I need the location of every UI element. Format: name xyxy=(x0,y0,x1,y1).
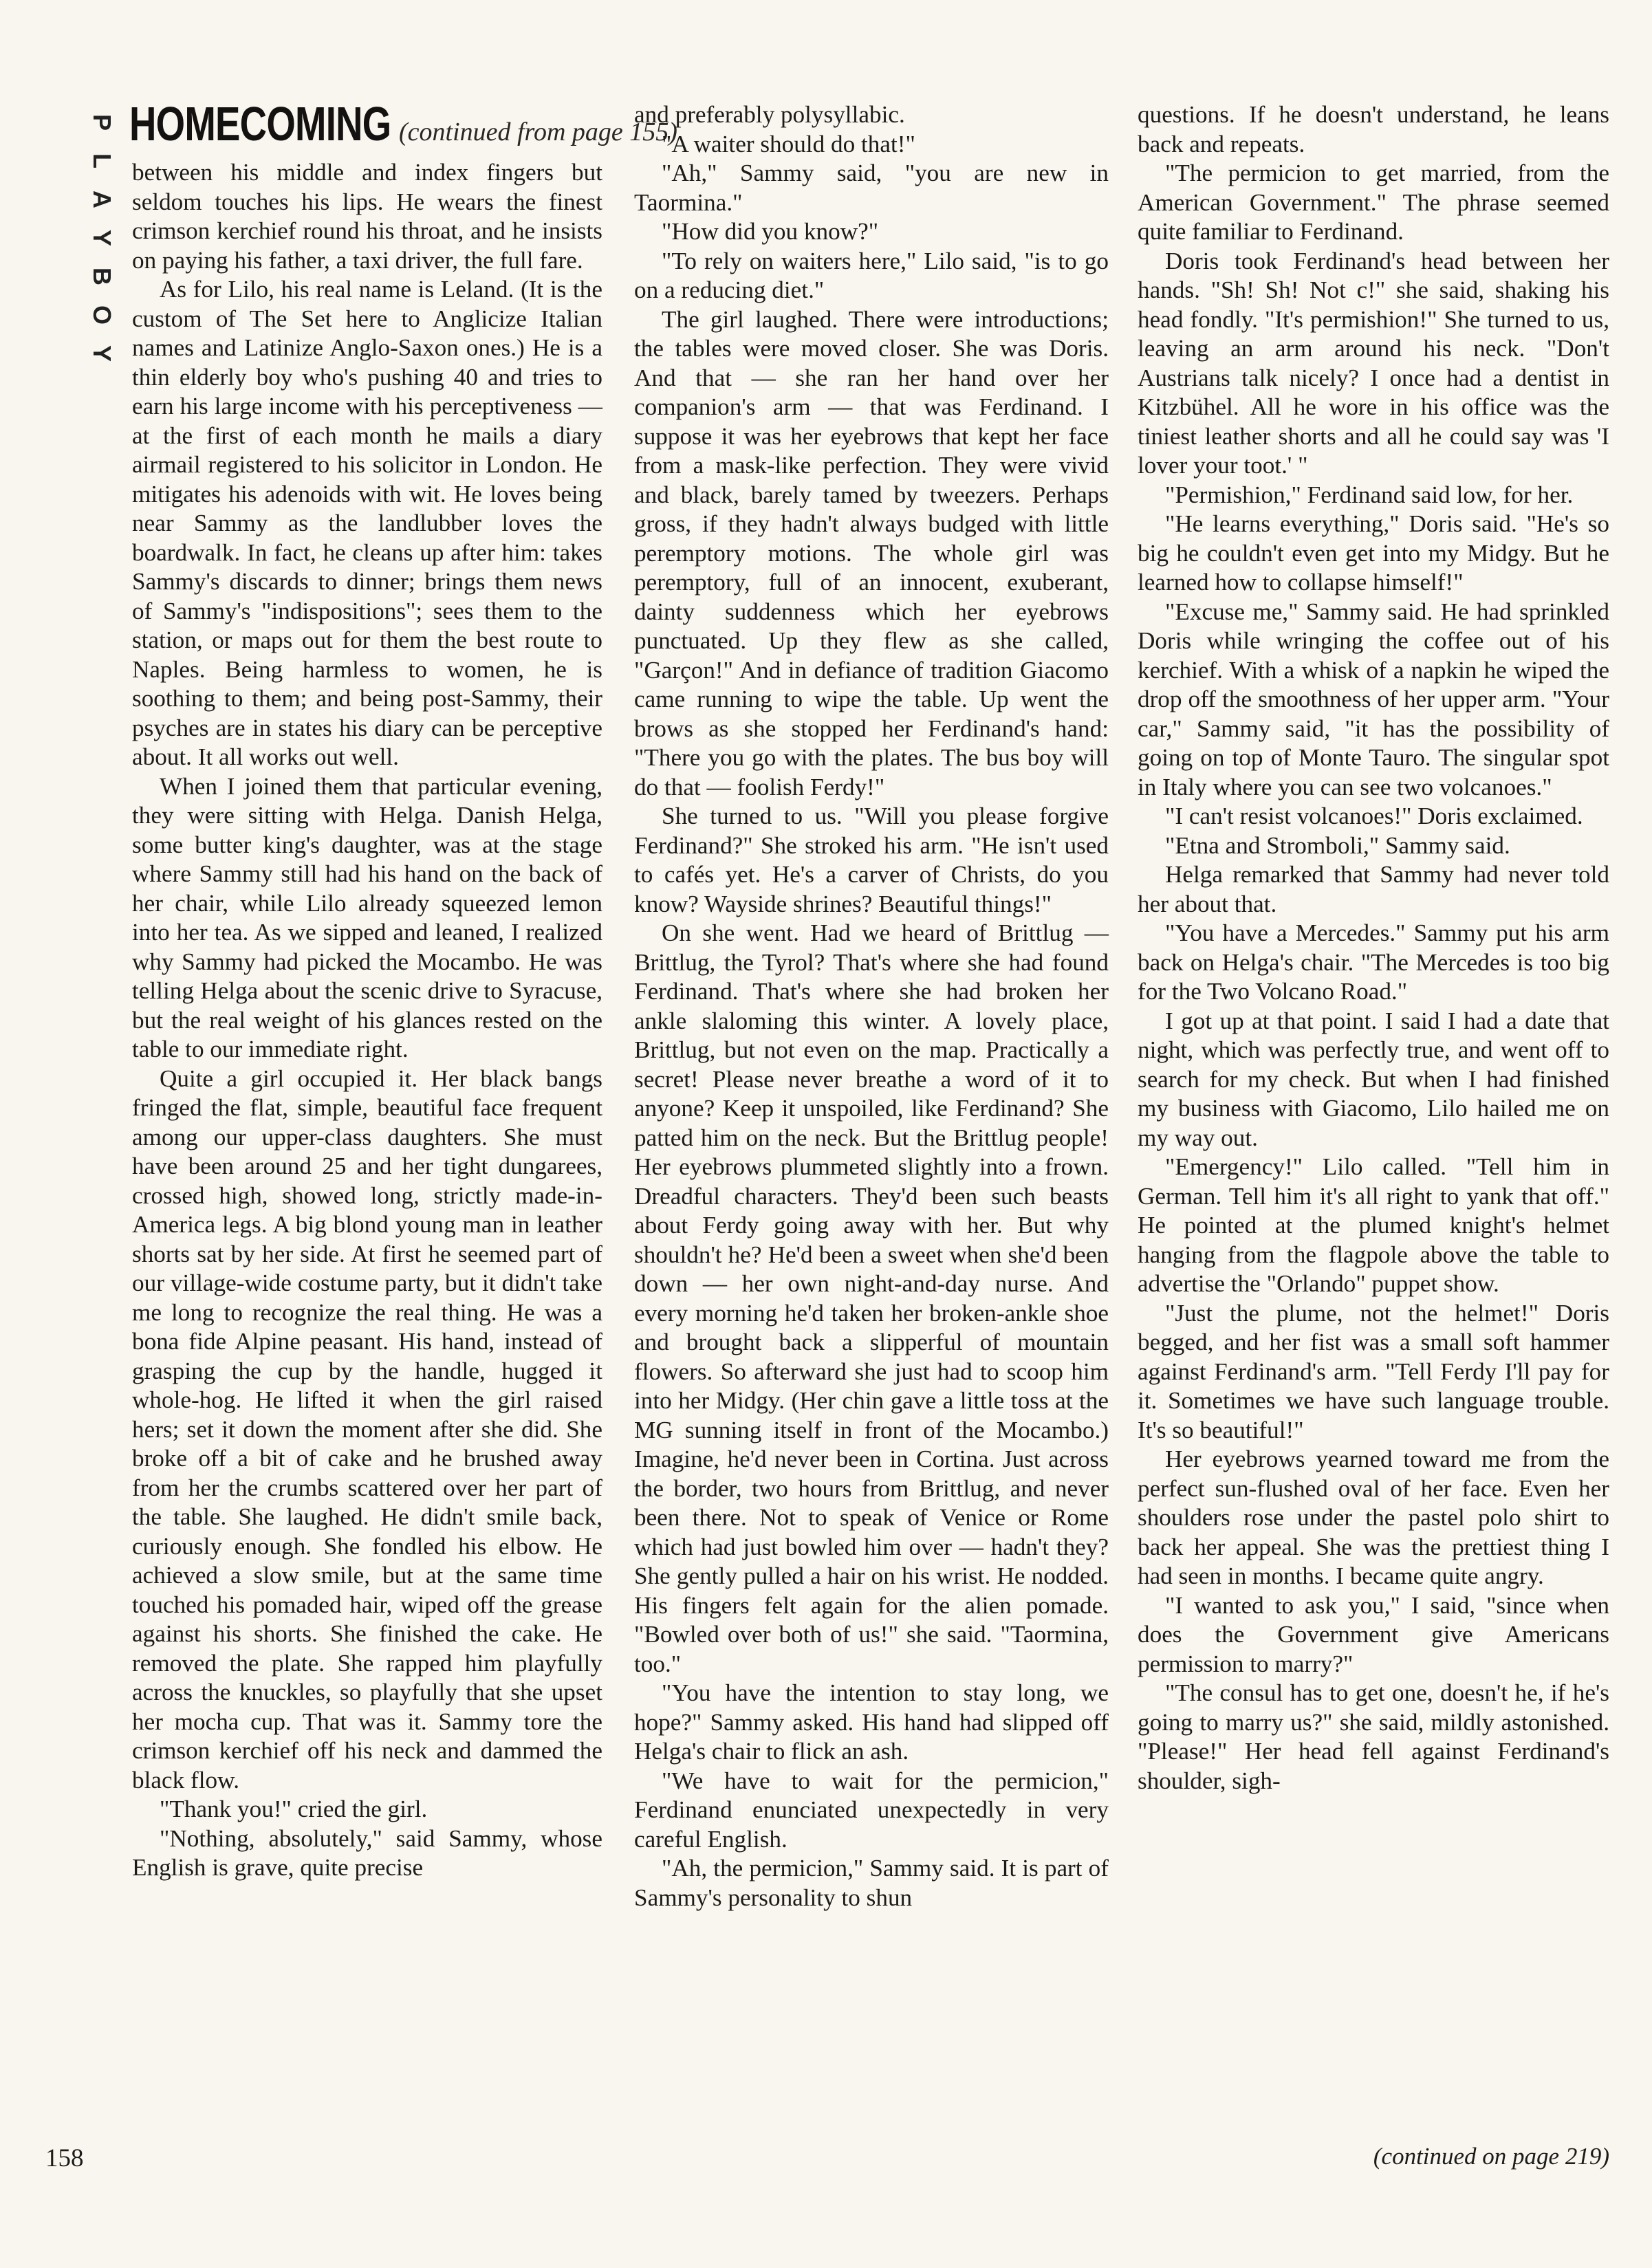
magazine-letter: O xyxy=(87,305,116,325)
paragraph: Quite a girl occupied it. Her black bangs fringed the flat, simple, beautiful face frequent among our upper-class daughters. She must have been around 25 and her tight dungarees, crossed high, showed long, strictly made-in-America legs. A big blond young man in leather shorts sat by her side. At first he seemed part of our village-wide costume party, but it didn't take me long to recognize the real thing. He was a bona fide Alpine peasant. His hand, instead of grasping the cup by the handle, hugged it whole-hog. He lifted it when the girl raised hers; set it down the moment after she did. She broke off a bit of cake and he brushed away from her the crumbs scattered over her part of the table. She laughed. He didn't smile back, curiously enough. She fondled his elbow. He achieved a slow smile, but at the same time touched his pomaded hair, wiped off the grease against his shorts. She finished the cake. He removed the plate. She rapped him playfully across the knuckles, so playfully that she upset her mocha cup. That was it. Sammy tore the crimson kerchief off his neck and dammed the black flow. xyxy=(132,1065,602,1793)
magazine-letter: A xyxy=(88,190,116,208)
continued-on-note: (continued on page 219) xyxy=(1373,2143,1609,2170)
paragraph: "You have a Mercedes." Sammy put his arm back on Helga's chair. "The Mercedes is too big for the Two Volcano Road." xyxy=(1138,919,1609,1005)
paragraph: "Ah," Sammy said, "you are new in Taormina." xyxy=(634,160,1109,216)
paragraph: When I joined them that particular evening, they were sitting with Helga. Danish Helga, some butter king's daughter, was at the stage where Sammy still had his hand on the back of her chair, while Lilo already squeezed lemon into her tea. As we sipped and leaned, I realized why Sammy had picked the Mocambo. He was telling Helga about the scenic drive to Syracuse, but the real weight of his glances rested on the table to our immediate right. xyxy=(132,772,602,1062)
paragraph: "The permicion to get married, from the American Government." The phrase seemed quite familiar to Ferdinand. xyxy=(1138,160,1609,245)
paragraph: "Etna and Stromboli," Sammy said. xyxy=(1165,831,1510,859)
magazine-letter: B xyxy=(88,268,116,285)
paragraph: between his middle and index fingers but seldom touches his lips. He wears the finest crimson kerchief round his throat, and he insists on paying his father, a taxi driver, the full fare. xyxy=(132,159,602,274)
paragraph: "Excuse me," Sammy said. He had sprinkled Doris while wringing the coffee out of his kerchief. With a whisk of a napkin he wiped the drop off the smoothness of her upper arm. "Your car," Sammy said, "it has the possibility of going on top of Monte Tauro. The singular spot in Italy where you can see two volcanoes." xyxy=(1138,598,1609,800)
magazine-letter: L xyxy=(88,153,116,168)
paragraph: "I can't resist volcanoes!" Doris exclaimed. xyxy=(1165,803,1583,829)
paragraph: Doris took Ferdinand's head between her hands. "Sh! Sh! Not c!" she said, shaking his head fondly. "It's permishion!" She turned to us, leaving an arm around his neck. "Don't Austrians talk nicely? I once had a dentist in Kitzbühel. All he wore in his office was the tiniest leather shorts and all he could say was 'I lover your toot.' " xyxy=(1138,247,1609,479)
paragraph: "I wanted to ask you," I said, "since when does the Government give Americans permission to marry?" xyxy=(1138,1591,1609,1677)
magazine-letter: Y xyxy=(87,345,116,362)
magazine-letter: Y xyxy=(87,229,116,247)
paragraph: "We have to wait for the permicion," Ferdinand enunciated unexpectedly in very careful English. xyxy=(634,1767,1109,1853)
paragraph: I got up at that point. I said I had a date that night, which was perfectly true, and went off to search for my check. But when I had finished my business with Giacomo, Lilo hailed me on my way out. xyxy=(1138,1007,1609,1151)
paragraph: and preferably polysyllabic. xyxy=(634,101,905,128)
paragraph: "You have the intention to stay long, we hope?" Sammy asked. His hand had slipped off Helga's chair to flick an ash. xyxy=(634,1679,1109,1765)
paragraph: She turned to us. "Will you please forgive Ferdinand?" She stroked his arm. "He isn't used to cafés yet. He's a carver of Christs, do you know? Wayside shrines? Beautiful things!" xyxy=(634,803,1109,917)
paragraph: questions. If he doesn't understand, he leans back and repeats. xyxy=(1138,101,1609,157)
text-column-3 xyxy=(1138,100,1609,1796)
paragraph: "Ah, the permicion," Sammy said. It is part of Sammy's personality to shun xyxy=(634,1855,1109,1911)
paragraph: On she went. Had we heard of Brittlug — Brittlug, the Tyrol? That's where she had found Ferdinand. That's where she had broken her ankle slaloming this winter. A lovely place, Brittlug, but not even on the map. Practically a secret! Please never breathe a word of it to anyone? Keep it unspoiled, like Ferdinand? She patted him on the neck. But the Brittlug people! Her eyebrows plummeted slightly into a frown. Dreadful characters. They'd been such beasts about Ferdy going away with her. But why shouldn't he? He'd been a sweet when she'd been down — her own night-and-day nurse. And every morning he'd taken her broken-ankle shoe and brought back a slipperful of mountain flowers. So afterward she just had to scoop him into her Midgy. (Her chin gave a little toss at the MG sunning itself in front of the Mocambo.) Imagine, he'd never been in Cortina. Just across the border, two hours from Brittlug, and never been there. Not to speak of Venice or Rome which had just bowled him over — hadn't they? She gently pulled a hair on his wrist. He nodded. His fingers felt again for the alien pomade. "Bowled over both of us!" she said. "Taormina, too." xyxy=(634,919,1109,1677)
paragraph: Helga remarked that Sammy had never told her about that. xyxy=(1138,861,1609,917)
paragraph: "Permishion," Ferdinand said low, for her. xyxy=(1165,481,1574,508)
page-number: 158 xyxy=(45,2144,84,2172)
article-header xyxy=(129,96,677,151)
story-title: HOMECOMING xyxy=(129,97,391,151)
paragraph: "The consul has to get one, doesn't he, if he's going to marry us?" she said, mildly astonished. "Please!" Her head fell against Ferdinand's shoulder, sigh- xyxy=(1138,1679,1609,1794)
text-column-1 xyxy=(132,158,602,1883)
paragraph: "Just the plume, not the helmet!" Doris begged, and her fist was a small soft hammer against Ferdinand's arm. "Tell Ferdy I'll pay for it. Sometimes we have such language trouble. It's so beautiful!" xyxy=(1138,1299,1609,1443)
paragraph: As for Lilo, his real name is Leland. (It is the custom of The Set here to Anglicize Italian names and Latinize Anglo-Saxon ones.) He is a thin elderly boy who's pushing 40 and tries to earn his large income with his perceptiveness — at the first of each month he mails a diary airmail registered to his solicitor in London. He mitigates his adenoids with wit. He loves being near Sammy as the landlubber loves the boardwalk. In fact, he cleans up after him: takes Sammy's discards to dinner; brings them news of Sammy's "indispositions"; sees them to the station, or maps out for them the best route to Naples. Being harmless to women, he is soothing to them; and being post-Sammy, their psyches are in states his diary can be perceptive about. It all works out well. xyxy=(132,276,602,770)
text-column-2 xyxy=(634,100,1109,1912)
magazine-letter: P xyxy=(87,113,116,131)
paragraph: "A waiter should do that!" xyxy=(662,130,915,157)
paragraph: "He learns everything," Doris said. "He's so big he couldn't even get into my Midgy. But he learned how to collapse himself!" xyxy=(1138,510,1609,596)
paragraph: Her eyebrows yearned toward me from the perfect sun-flushed oval of her face. Even her shoulders rose under the pastel polo shirt to back her appeal. She was the prettiest thing I had seen in months. I became quite angry. xyxy=(1138,1446,1609,1589)
paragraph: The girl laughed. There were introductions; the tables were moved closer. She was Doris. And that — she ran her hand over her companion's arm — that was Ferdinand. I suppose it was her eyebrows that kept her face from a mask-like perfection. They were vivid and black, barely tamed by tweezers. Perhaps gross, if they hadn't always budged with little peremptory motions. The whole girl was peremptory, full of an innocent, exuberant, dainty suddenness which her eyebrows punctuated. Up they flew as she called, "Garçon!" And in defiance of tradition Giacomo came running to wipe the table. Up went the brows as she stopped her Ferdinand's hand: "There you go with the plates. The bus boy will do that — foolish Ferdy!" xyxy=(634,305,1109,800)
magazine-name-vertical xyxy=(74,103,116,373)
paragraph: "Thank you!" cried the girl. xyxy=(160,1796,428,1822)
paragraph: "Emergency!" Lilo called. "Tell him in German. Tell him it's all right to yank that off." He pointed at the plumed knight's helmet hanging from the flagpole above the table to advertise the "Orlando" puppet show. xyxy=(1138,1153,1609,1297)
paragraph: "How did you know?" xyxy=(662,218,879,245)
continued-from-note: (continued from page 155) xyxy=(399,118,677,146)
paragraph: "To rely on waiters here," Lilo said, "is to go on a reducing diet." xyxy=(634,247,1109,303)
paragraph: "Nothing, absolutely," said Sammy, whose English is grave, quite precise xyxy=(132,1824,602,1881)
